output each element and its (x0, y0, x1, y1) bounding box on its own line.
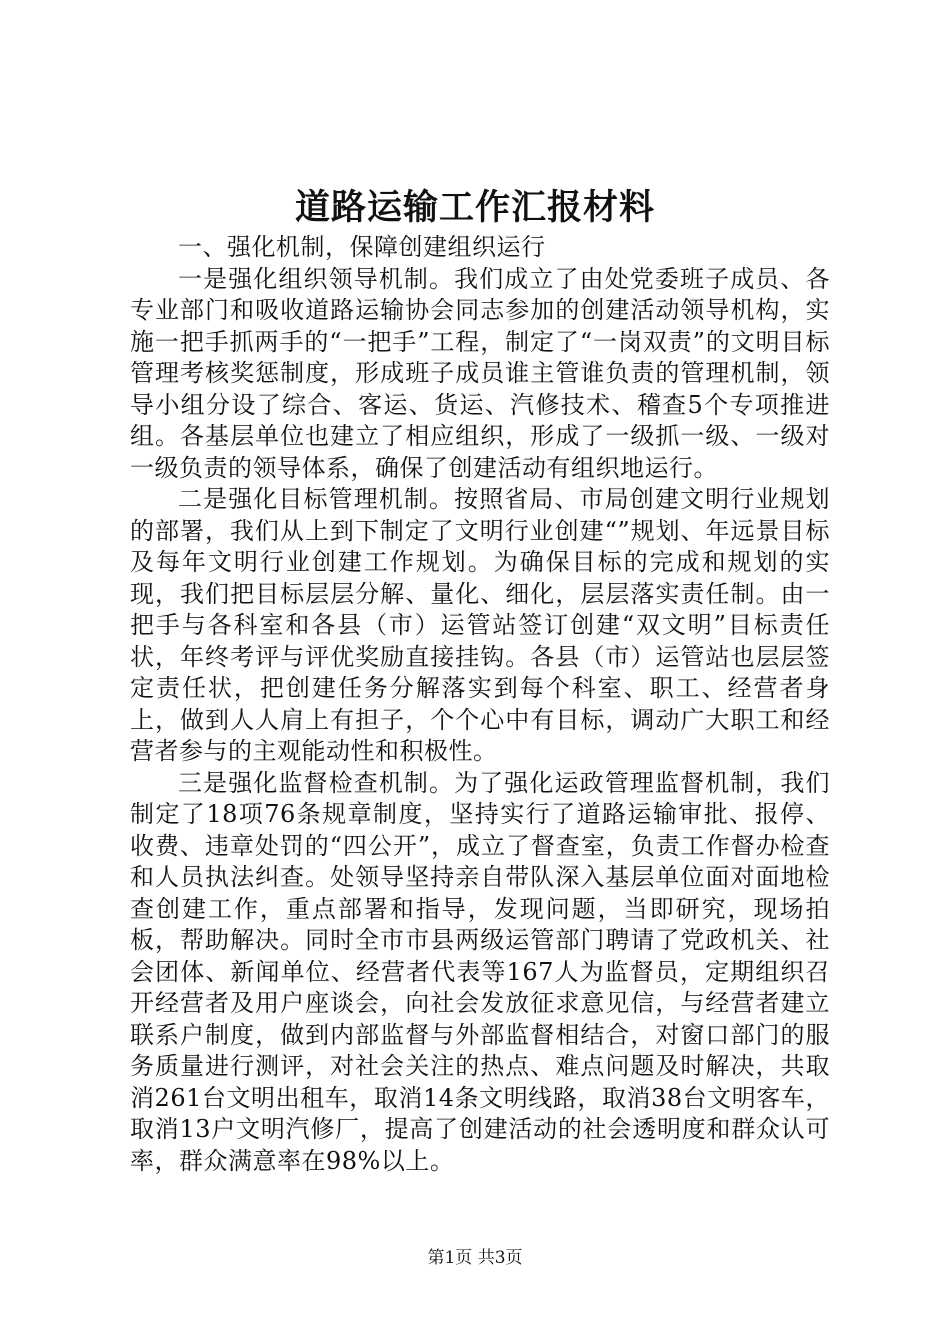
section-heading: 一、强化机制，保障创建组织运行 (178, 233, 546, 261)
document-body (130, 232, 830, 1177)
paragraph-target-management: 二是强化目标管理机制。按照省局、市局创建文明行业规划的部署，我们从上到下制定了文明行业创建“”规划、年远景目标及每年文明行业创建工作规划。为确保目标的完成和规划的实现，我们把目标层层分解、量化、细化，层层落实责任制。由一把手与各科室和各县（市）运管站签订创建“双文明”目标责任状，年终考评与评优奖励直接挂钩。各县（市）运管站也层层签定责任状，把创建任务分解落实到每个科室、职工、经营者身上，做到人人肩上有担子，个个心中有目标，调动广大职工和经营者参与的主观能动性和积极性。 (130, 485, 830, 765)
paragraph-organization-leadership: 一是强化组织领导机制。我们成立了由处党委班子成员、各专业部门和吸收道路运输协会同志参加的创建活动领导机构，实施一把手抓两手的“一把手”工程，制定了“一岗双责”的文明目标管理考核奖惩制度，形成班子成员谁主管谁负责的管理机制，领导小组分设了综合、客运、货运、汽修技术、稽查5个专项推进组。各基层单位也建立了相应组织，形成了一级抓一级、一级对一级负责的领导体系，确保了创建活动有组织地运行。 (130, 264, 830, 482)
document-title: 道路运输工作汇报材料 (294, 187, 655, 228)
paragraph-supervision-inspection: 三是强化监督检查机制。为了强化运政管理监督机制，我们制定了18项76条规章制度，坚持实行了道路运输审批、报停、收费、违章处罚的“四公开”，成立了督查室，负责工作督办检查和人员执法纠查。处领导坚持亲自带队深入基层单位面对面地检查创建工作，重点部署和指导，发现问题，当即研究，现场拍板，帮助解决。同时全市市县两级运管部门聘请了党政机关、社会团体、新闻单位、经营者代表等167人为监督员，定期组织召开经营者及用户座谈会，向社会发放征求意见信，与经营者建立联系户制度，做到内部监督与外部监督相结合，对窗口部门的服务质量进行测评，对社会关注的热点、难点问题及时解决，共取消261台文明出租车，取消14条文明线路，取消38台文明客车，取消13户文明汽修厂，提高了创建活动的社会透明度和群众认可率，群众满意率在98%以上。 (130, 768, 830, 1175)
page-number: 第1页 共3页 (427, 1248, 523, 1268)
